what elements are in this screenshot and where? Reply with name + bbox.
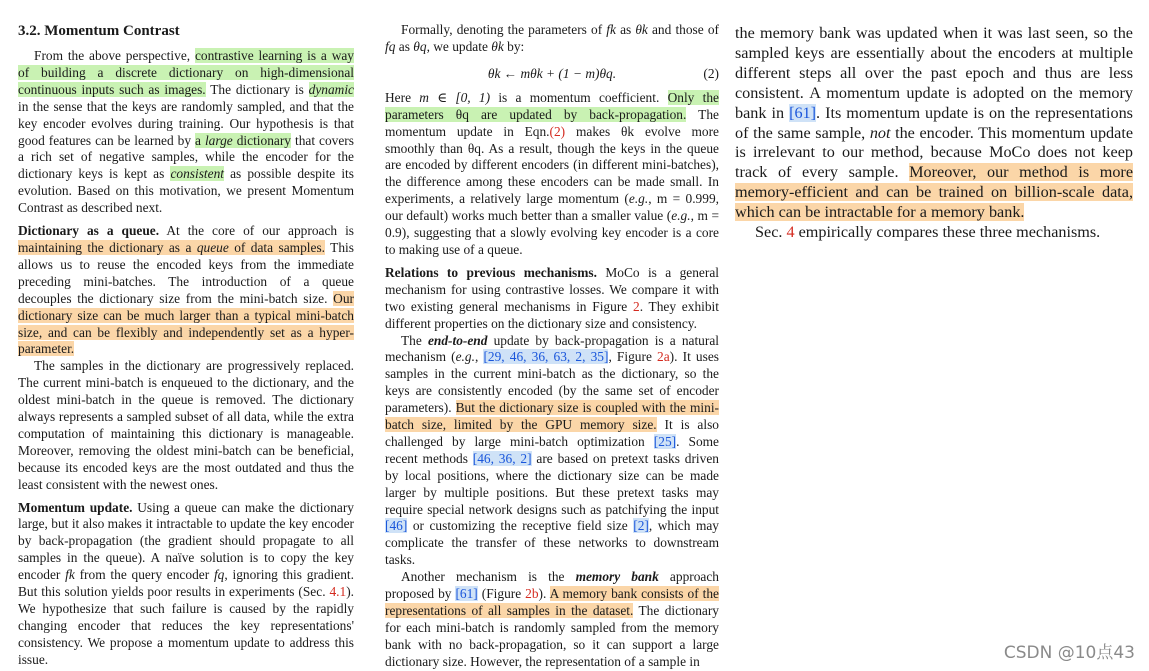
- paragraph-momentum-coefficient: Here m ∈ [0, 1) is a momentum coefficient. Only the parameters θq are updated by back-propagation. The momentum update in Eqn.(2) makes θk evolve more smoothly than θq. As a result, though the keys in the queue are encoded by different encoders (in different mini-batches), the difference among these encoders can be made small. In experiments, a relatively large momentum (e.g., m = 0.999, our default) works much better than a smaller value (e.g., m = 0.9), suggesting that a slowly evolving key encoder is a core to making use of a queue.: [385, 89, 720, 257]
- highlight-green: consistent: [170, 166, 224, 182]
- highlight-orange: A memory bank consists of the representations of all samples in the dataset.: [385, 586, 719, 618]
- paragraph-momentum-update: Momentum update. Using a queue can make the dictionary large, but it also makes it intractable to update the key encoder by back-propagation (the gradient should propagate to all samples in the queue). A naïve solution is to copy the key encoder fk from the query encoder fq, ignoring this gradient. But this solution yields poor results in experiments (Sec. 4.1). We hypothesize that such failure is caused by the rapidly changing encoder that reduces the key representations' consistency. We propose a momentum update to address this issue.: [18, 499, 354, 667]
- column-left: [18, 22, 354, 669]
- citation-link[interactable]: [29, 46, 36, 63, 2, 35]: [483, 349, 609, 365]
- highlight-orange: Moreover, our method is more memory-efficient and can be trained on billion-scale data, which can be intractable for a memory bank.: [735, 163, 1133, 222]
- highlight-orange: But the dictionary size is coupled with the mini-batch size, limited by the GPU memory size.: [385, 400, 719, 433]
- paragraph-memory-bank-continued: the memory bank was updated when it was last seen, so the sampled keys are essentially about the encoders at multiple different steps all over the past epoch and thus are less consistent. A momentum update is adopted on the memory bank in [61]. Its momentum update is on the representations of the same sample, not the encoder. This momentum update is irrelevant to our method, because MoCo does not keep track of every sample. Moreover, our method is more memory-efficient and can be trained on billion-scale data, which can be intractable for a memory bank.: [735, 24, 1134, 222]
- paragraph-samples: The samples in the dictionary are progressively replaced. The current mini-batch is enqueued to the dictionary, and the oldest mini-batch in the queue is removed. The dictionary always represents a sampled subset of all data, while the extra computation of maintaining this dictionary is manageable. Moreover, removing the oldest mini-batch can be beneficial, because its encoded keys are the most outdated and thus the least consistent with the newest ones.: [18, 358, 354, 492]
- highlight-green: Only the parameters θq are updated by back-propagation.: [385, 89, 719, 122]
- figure-reference-link[interactable]: 2: [632, 298, 640, 314]
- paragraph-memory-bank: Another mechanism is the memory bank approach proposed by [61] (Figure 2b). A memory bank consists of the representations of all samples in the dataset. The dictionary for each mini-batch is randomly sampled from the memory bank with no back-propagation, so it can support a large dictionary size. However, the representation of a sample in: [385, 569, 719, 669]
- figure-reference-link[interactable]: 2a: [657, 349, 670, 365]
- watermark: CSDN @10点43: [1003, 643, 1135, 663]
- paragraph-heading: Momentum update.: [18, 499, 133, 515]
- citation-link[interactable]: [61]: [455, 586, 478, 602]
- equation-body: θk ← mθk + (1 − m)θq.: [487, 65, 617, 81]
- equation-reference-link[interactable]: (2): [549, 123, 566, 139]
- section-reference-link[interactable]: 4: [786, 223, 795, 242]
- equation-2: [385, 64, 719, 84]
- paragraph-relations: Relations to previous mechanisms. MoCo is a general mechanism for using contrastive losses. We compare it with two existing general mechanisms in Figure 2. They exhibit different properties on the dictionary size and consistency.: [385, 264, 720, 331]
- highlight-green: contrastive learning is a way of building a discrete dictionary on high-dimensional continuous inputs such as images.: [18, 48, 354, 97]
- citation-link[interactable]: [2]: [633, 518, 649, 534]
- paragraph-end-to-end: The end-to-end update by back-propagation is a natural mechanism (e.g., [29, 46, 36, 63, 2, 35], Figure 2a). It uses samples in the current mini-batch as the dictionary, so the keys are consistently encoded (by the same set of encoder parameters). But the dictionary size is coupled with the mini-batch size, limited by the GPU memory size. It is also challenged by large mini-batch optimization [25]. Some recent methods [46, 36, 2] are based on pretext tasks driven by local positions, where the dictionary size can be made larger by multiple positions. But these pretext tasks may require special network designs such as patchifying the input [46] or customizing the receptive field size [2], which may complicate the transfer of these networks to downstream tasks.: [385, 332, 719, 568]
- paragraph-heading: Relations to previous mechanisms.: [385, 264, 597, 280]
- paragraph-formally: Formally, denoting the parameters of fk as θk and those of fq as θq, we update θk by:: [385, 22, 719, 54]
- highlight-orange: maintaining the dictionary as a queue of data samples.: [18, 239, 325, 255]
- column-right: [735, 24, 1133, 243]
- paragraph-heading: Dictionary as a queue.: [18, 223, 160, 239]
- figure-reference-link[interactable]: 2b: [525, 586, 539, 602]
- equation-number: (2): [703, 65, 719, 81]
- paragraph-dictionary-queue: Dictionary as a queue. At the core of our approach is maintaining the dictionary as a queue of data samples. This allows us to reuse the encoded keys from the immediate preceding mini-batches. The introduction of a queue decouples the dictionary size from the mini-batch size. Our dictionary size can be much larger than a typical mini-batch size, and can be flexibly and independently set as a hyper-parameter.: [18, 223, 354, 357]
- highlight-green: a large dictionary: [195, 132, 291, 148]
- citation-link[interactable]: [46]: [385, 518, 408, 534]
- column-middle: [385, 22, 719, 671]
- paragraph-perspective: From the above perspective, contrastive learning is a way of building a discrete dictionary on high-dimensional continuous inputs such as images. The dictionary is dynamic in the sense that the keys are randomly sampled, and that the key encoder evolves during training. Our hypothesis is that good features can be learned by a large dictionary that covers a rich set of negative samples, while the encoder for the dictionary keys is kept as consistent as possible despite its evolution. Based on this motivation, we present Momentum Contrast as described next.: [18, 48, 354, 216]
- section-title: 3.2. Momentum Contrast: [18, 23, 180, 39]
- highlight-orange: Our dictionary size can be much larger than a typical mini-batch size, and can be flexibly and independently set as a hyper-parameter.: [18, 290, 354, 357]
- citation-link[interactable]: [46, 36, 2]: [472, 450, 532, 466]
- citation-link[interactable]: [61]: [789, 103, 817, 122]
- paragraph-sec4: Sec. 4 empirically compares these three mechanisms.: [755, 223, 1101, 242]
- citation-link[interactable]: [25]: [653, 433, 677, 449]
- section-reference-link[interactable]: 4.1: [329, 584, 347, 600]
